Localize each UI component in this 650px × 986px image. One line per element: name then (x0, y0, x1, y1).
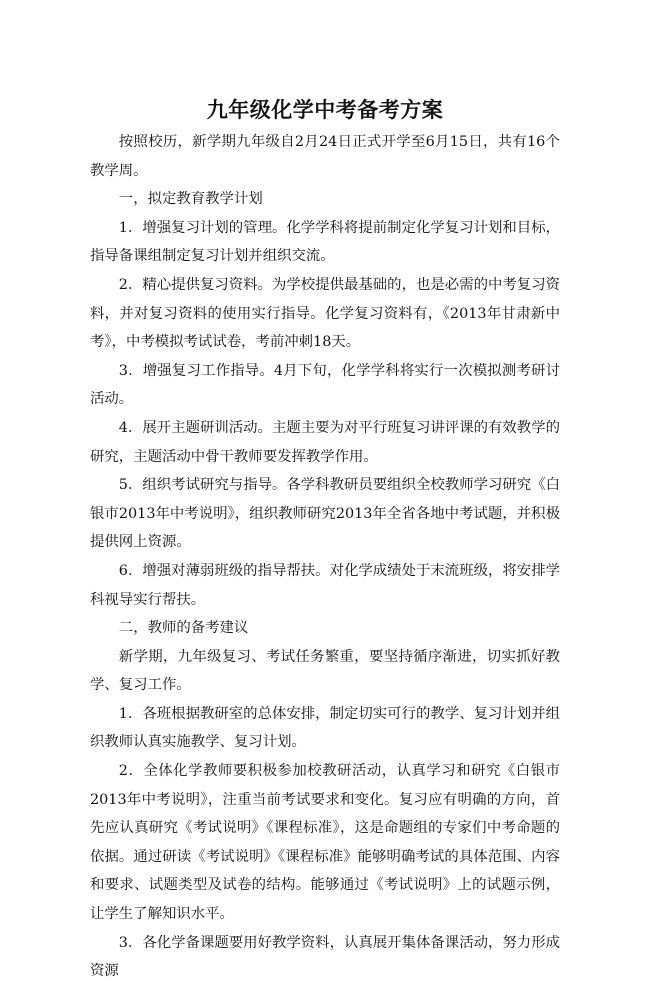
paragraph-1-4: 4．展开主题研训活动。主题主要为对平行班复习讲评课的有效教学的研究，主题活动中骨干教师要发挥教学作用。 (90, 419, 560, 465)
paragraph-1-3: 3．增强复习工作指导。4月下旬，化学学科将实行一次模拟测考研讨活动。 (90, 362, 560, 408)
paragraph-2-3: 3．各化学备课题要用好教学资料，认真展开集体备课活动，努力形成资源 (90, 934, 560, 980)
paragraph-2-1: 1．各班根据教研室的总体安排，制定切实可行的教学、复习计划并组织教师认真实施教学、复习计划。 (90, 705, 560, 751)
document-title: 九年级化学中考备考方案 (206, 97, 444, 122)
paragraph-1-2: 2．精心提供复习资料。为学校提供最基础的，也是必需的中考复习资料，并对复习资料的使用实行指导。化学复习资料有，《2013年甘肃新中考》，中考模拟考试试卷，考前冲刺18天。 (90, 276, 560, 351)
paragraph-1-1: 1．增强复习计划的管理。化学学科将提前制定化学复习计划和目标，指导备课组制定复习计划并组织交流。 (90, 219, 560, 265)
paragraph-2-2: 2．全体化学教师要积极参加校教研活动，认真学习和研究《白银市2013年中考说明》，注重当前考试要求和变化。复习应有明确的方向，首先应认真研究《考试说明》《课程标准》，这是命题组的专家们中考命题的依据。通过研读《考试说明》《课程标准》能够明确考试的具体范围、内容和要求、试题类型及试卷的结构。能够通过《考试说明》上的试题示例，让学生了解知识水平。 (90, 763, 560, 923)
section-heading-2: 二，教师的备考建议 (118, 620, 249, 637)
document-body (90, 128, 560, 986)
paragraph-1-5: 5．组织考试研究与指导。各学科教研员要组织全校教师学习研究《白银市2013年中考说明》，组织教师研究2013年全省各地中考试题，并积极提供网上资源。 (90, 477, 560, 551)
section-heading-1: 一，拟定教育教学计划 (118, 191, 263, 208)
paragraph-1-6: 6．增强对薄弱班级的指导帮扶。对化学成绩处于末流班级，将安排学科视导实行帮扶。 (90, 562, 560, 608)
paragraph-2-intro: 新学期，九年级复习、考试任务繁重，要坚持循序渐进，切实抓好教学、复习工作。 (90, 648, 560, 694)
paragraph-intro: 按照校历，新学期九年级自2月24日正式开学至6月15日，共有16个教学周。 (90, 134, 560, 179)
